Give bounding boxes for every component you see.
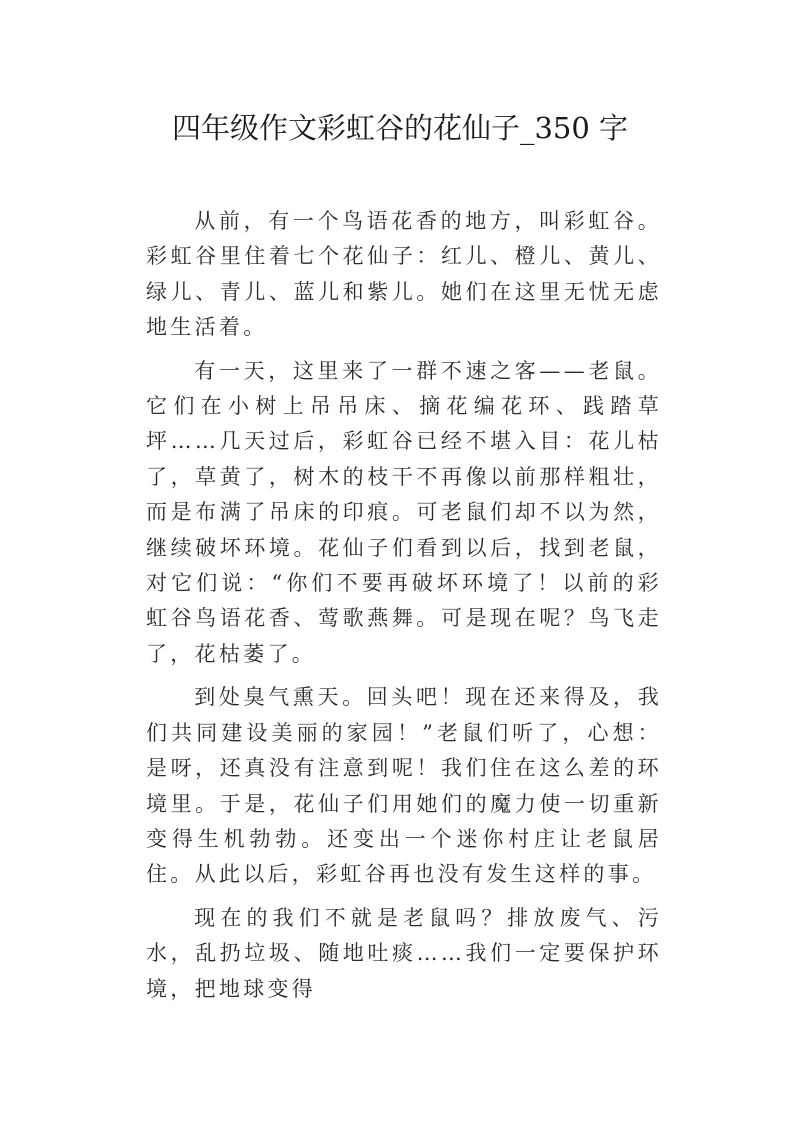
document-title: 四年级作文彩虹谷的花仙子_350 字 bbox=[171, 111, 629, 145]
paragraph: 到处臭气熏天。回头吧！现在还来得及，我们共同建设美丽的家园！”老鼠们听了，心想：是呀，还真没有注意到呢！我们住在这么差的环境里。于是，花仙子们用她们的魔力使一切重新变得生机勃勃。还变出一个迷你村庄让老鼠居住。从此以后，彩虹谷再也没有发生这样的事。 bbox=[146, 685, 662, 887]
document-body bbox=[146, 204, 662, 1015]
paragraph: 现在的我们不就是老鼠吗？排放废气、污水，乱扔垃圾、随地吐痰……我们一定要保护环境，把地球变得 bbox=[146, 905, 662, 1001]
paragraph: 从前，有一个鸟语花香的地方，叫彩虹谷。彩虹谷里住着七个花仙子：红儿、橙儿、黄儿、绿儿、青儿、蓝儿和紫儿。她们在这里无忧无虑地生活着。 bbox=[146, 209, 662, 340]
paragraph: 有一天，这里来了一群不速之客——老鼠。它们在小树上吊吊床、摘花编花环、践踏草坪……几天过后，彩虹谷已经不堪入目：花儿枯了，草黄了，树木的枝干不再像以前那样粗壮，而是布满了吊床的印痕。可老鼠们却不以为然，继续破坏环境。花仙子们看到以后，找到老鼠，对它们说：“你们不要再破坏环境了！以前的彩虹谷鸟语花香、莺歌燕舞。可是现在呢？鸟飞走了，花枯萎了。 bbox=[146, 358, 662, 666]
